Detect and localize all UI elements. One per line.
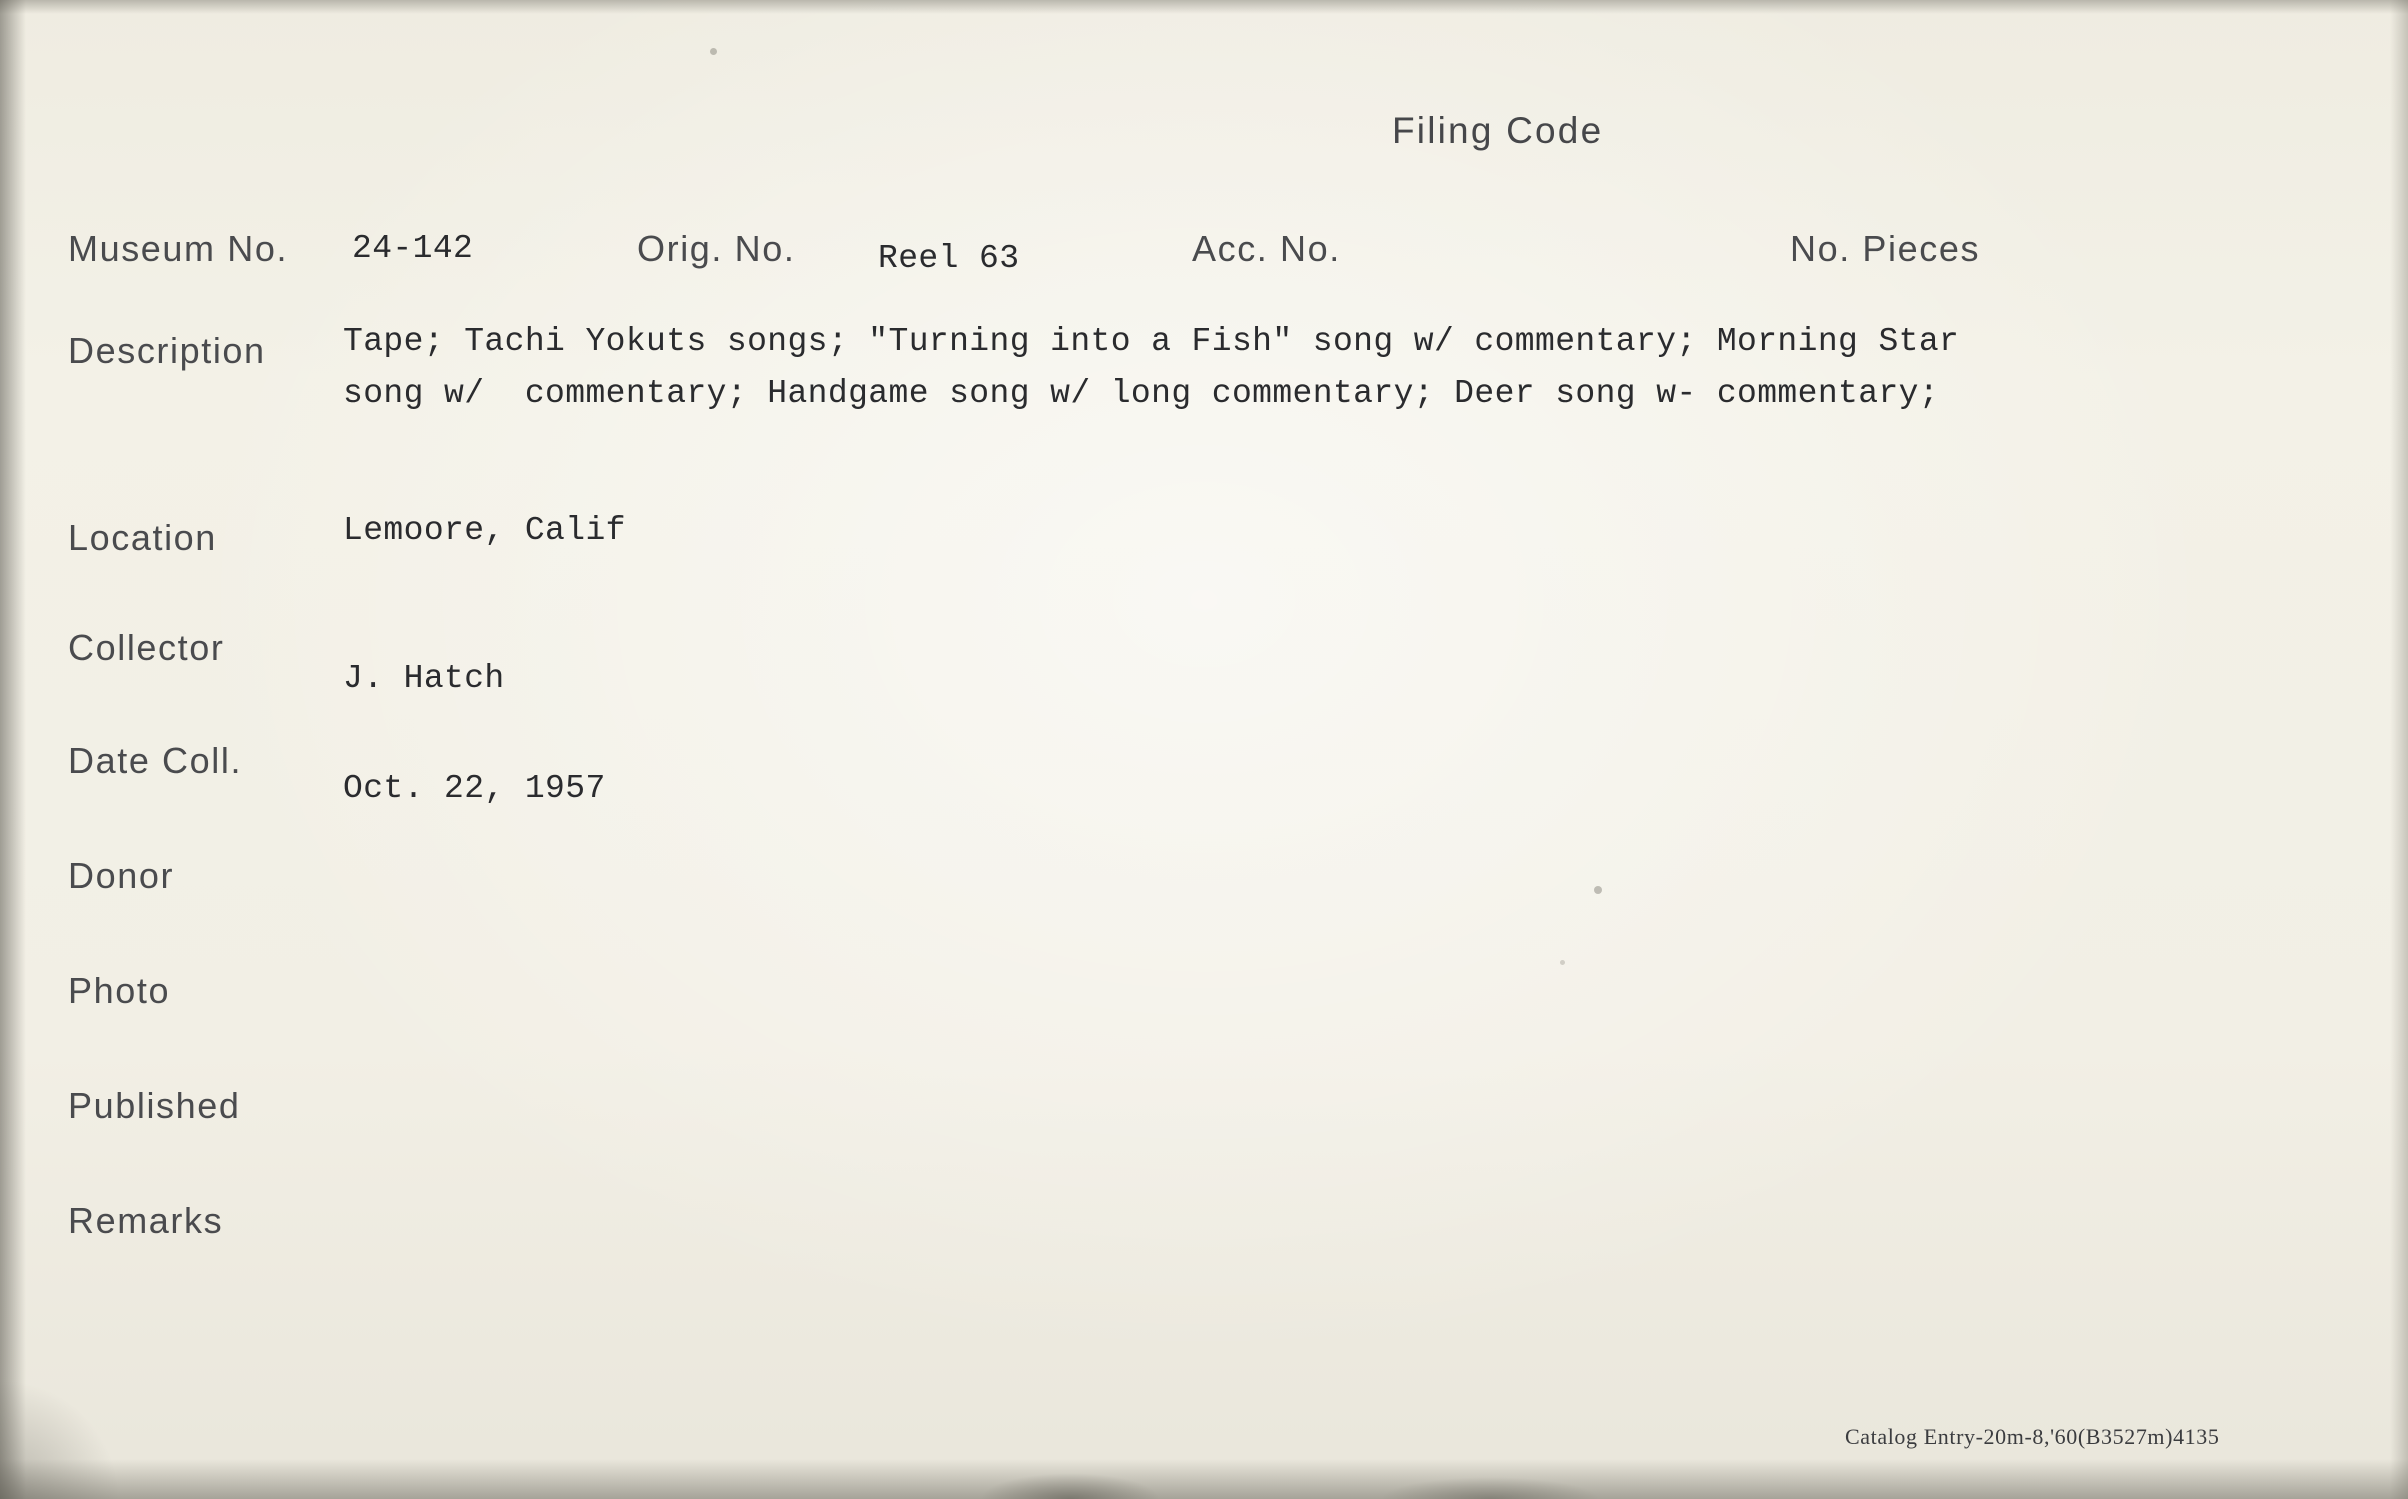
collector-label: Collector — [68, 627, 225, 668]
paper-edge-bottom — [0, 1459, 2408, 1499]
description-label: Description — [68, 330, 266, 371]
location-value: Lemoore, Calif — [343, 512, 626, 549]
location-label: Location — [68, 517, 217, 558]
paper-speck — [1594, 886, 1602, 894]
museum-no-value: 24-142 — [352, 230, 474, 267]
paper-smudge-bottom-center — [980, 1473, 1160, 1499]
photo-label: Photo — [68, 970, 171, 1011]
orig-no-value: Reel 63 — [878, 240, 1020, 277]
paper-edge-top — [0, 0, 2408, 14]
remarks-label: Remarks — [68, 1200, 224, 1241]
paper-speck — [710, 48, 717, 55]
catalog-entry-footer: Catalog Entry-20m-8,'60(B3527m)4135 — [1845, 1424, 2220, 1449]
paper-smudge-bottom-right — [1380, 1477, 1600, 1499]
published-label: Published — [68, 1085, 241, 1126]
description-value-line2: song w/ commentary; Handgame song w/ long commentary; Deer song w- commentary; — [343, 375, 1940, 412]
donor-label: Donor — [68, 855, 175, 896]
paper-edge-left — [0, 0, 26, 1499]
page-title: Filing Code — [1392, 110, 1604, 151]
paper-smudge-bottom-left — [0, 1379, 120, 1499]
acc-no-label: Acc. No. — [1192, 228, 1341, 269]
paper-speck — [1560, 960, 1565, 965]
collector-value: J. Hatch — [343, 660, 505, 697]
no-pieces-label: No. Pieces — [1790, 228, 1981, 269]
date-coll-label: Date Coll. — [68, 740, 243, 781]
museum-no-label: Museum No. — [68, 228, 289, 269]
date-coll-value: Oct. 22, 1957 — [343, 770, 606, 807]
orig-no-label: Orig. No. — [637, 228, 796, 269]
paper-edge-right — [2390, 0, 2408, 1499]
description-value-line1: Tape; Tachi Yokuts songs; "Turning into a Fish" song w/ commentary; Morning Star — [343, 323, 1960, 360]
